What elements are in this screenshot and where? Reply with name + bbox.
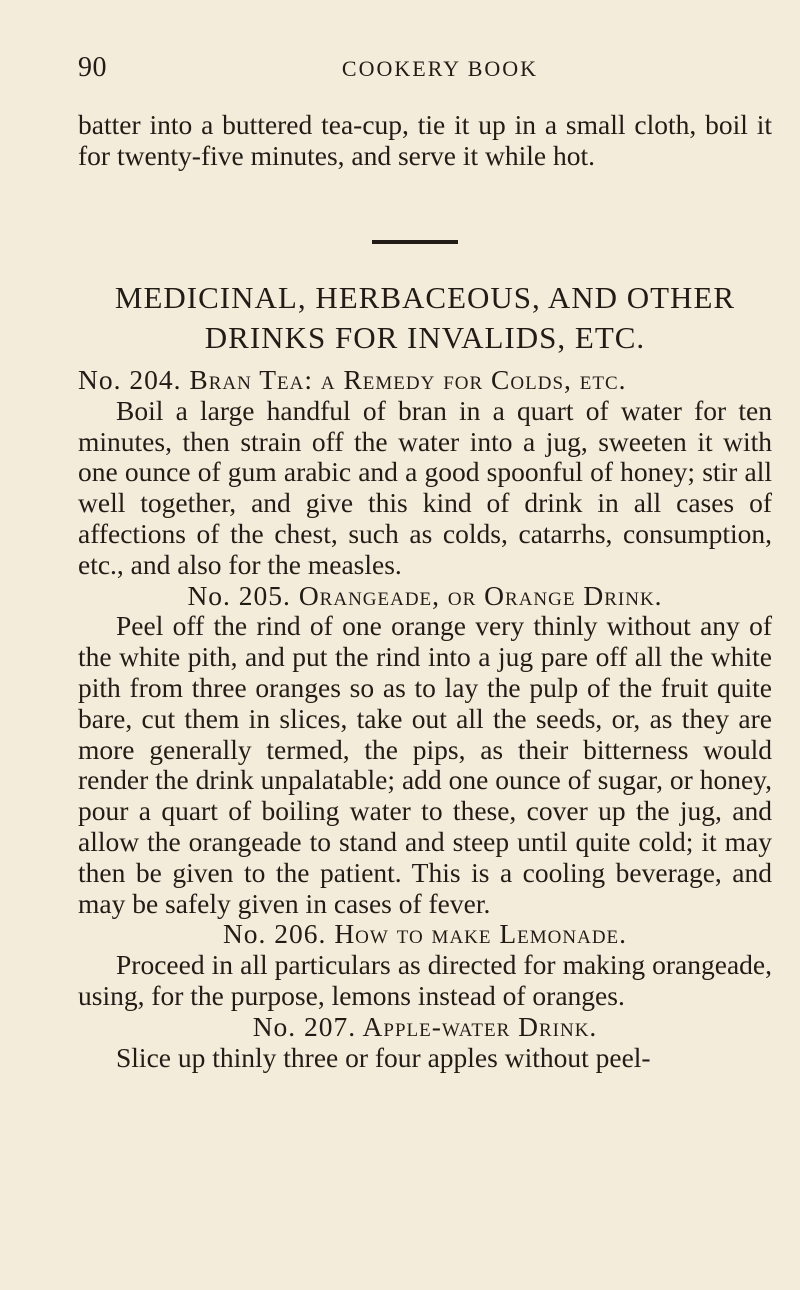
- recipe-205-heading: [78, 581, 772, 612]
- recipe-206-title: How to make Lemonade.: [334, 918, 628, 950]
- recipe-206-heading: [78, 919, 772, 950]
- recipe-207-title: Apple-water Drink.: [362, 1010, 598, 1042]
- recipe-204-number: No. 204.: [78, 364, 182, 395]
- recipe-206-number: No. 206.: [222, 918, 327, 950]
- page-number: 90: [78, 52, 107, 83]
- intro-text: batter into a buttered tea-cup, tie it up in a small cloth, boil it for twenty-five minutes, and serve it while hot.: [78, 109, 772, 171]
- recipe-204-text: Boil a large handful of bran in a quart of water for ten minutes, then strain off the water into a jug, sweeten it with one ounce of gum arabic and a good spoonful of honey; stir all well together, and give this kind of drink in all cases of affections of the chest, such as colds, catarrhs, consumption, etc., and also for the measles.: [78, 394, 772, 580]
- recipe-207-text: Slice up thinly three or four apples without peel-: [116, 1041, 651, 1073]
- recipe-206-text: Proceed in all particulars as directed for making orangeade, using, for the purpose, lemons instead of oranges.: [78, 949, 772, 1011]
- recipe-205-text: Peel off the rind of one orange very thinly without any of the white pith, and put the rind into a jug pare off all the white pith from three oranges so as to lay the pulp of the fruit quite bare, cut them in slices, take out all the seeds, or, as they are more generally termed, the pips, as their bitterness would render the drink unpalatable; add one ounce of sugar, or honey, pour a quart of boiling water to these, cover up the jug, and allow the orangeade to stand and steep until quite cold; it may then be given to the patient. This is a cooling beverage, and may be safely given in cases of fever.: [78, 610, 772, 919]
- recipe-205-title: Orangeade, or Orange Drink.: [298, 579, 663, 611]
- page-header: [0, 52, 800, 92]
- section-divider: [372, 240, 458, 244]
- section-title-line-1: MEDICINAL, HERBACEOUS, AND OTHER: [114, 280, 736, 315]
- section-title: [78, 278, 772, 358]
- recipe-207-number: No. 207.: [252, 1010, 357, 1042]
- running-head: COOKERY BOOK: [341, 56, 539, 81]
- recipe-204-title: Bran Tea: a Remedy for Colds, etc.: [189, 364, 627, 395]
- recipe-205-number: No. 205.: [187, 579, 291, 611]
- recipe-207-heading: [78, 1012, 772, 1043]
- recipes-body: [78, 365, 772, 1073]
- recipe-204-heading: [78, 365, 772, 396]
- intro-paragraph: [78, 110, 772, 172]
- section-title-line-2: DRINKS FOR INVALIDS, ETC.: [204, 320, 646, 355]
